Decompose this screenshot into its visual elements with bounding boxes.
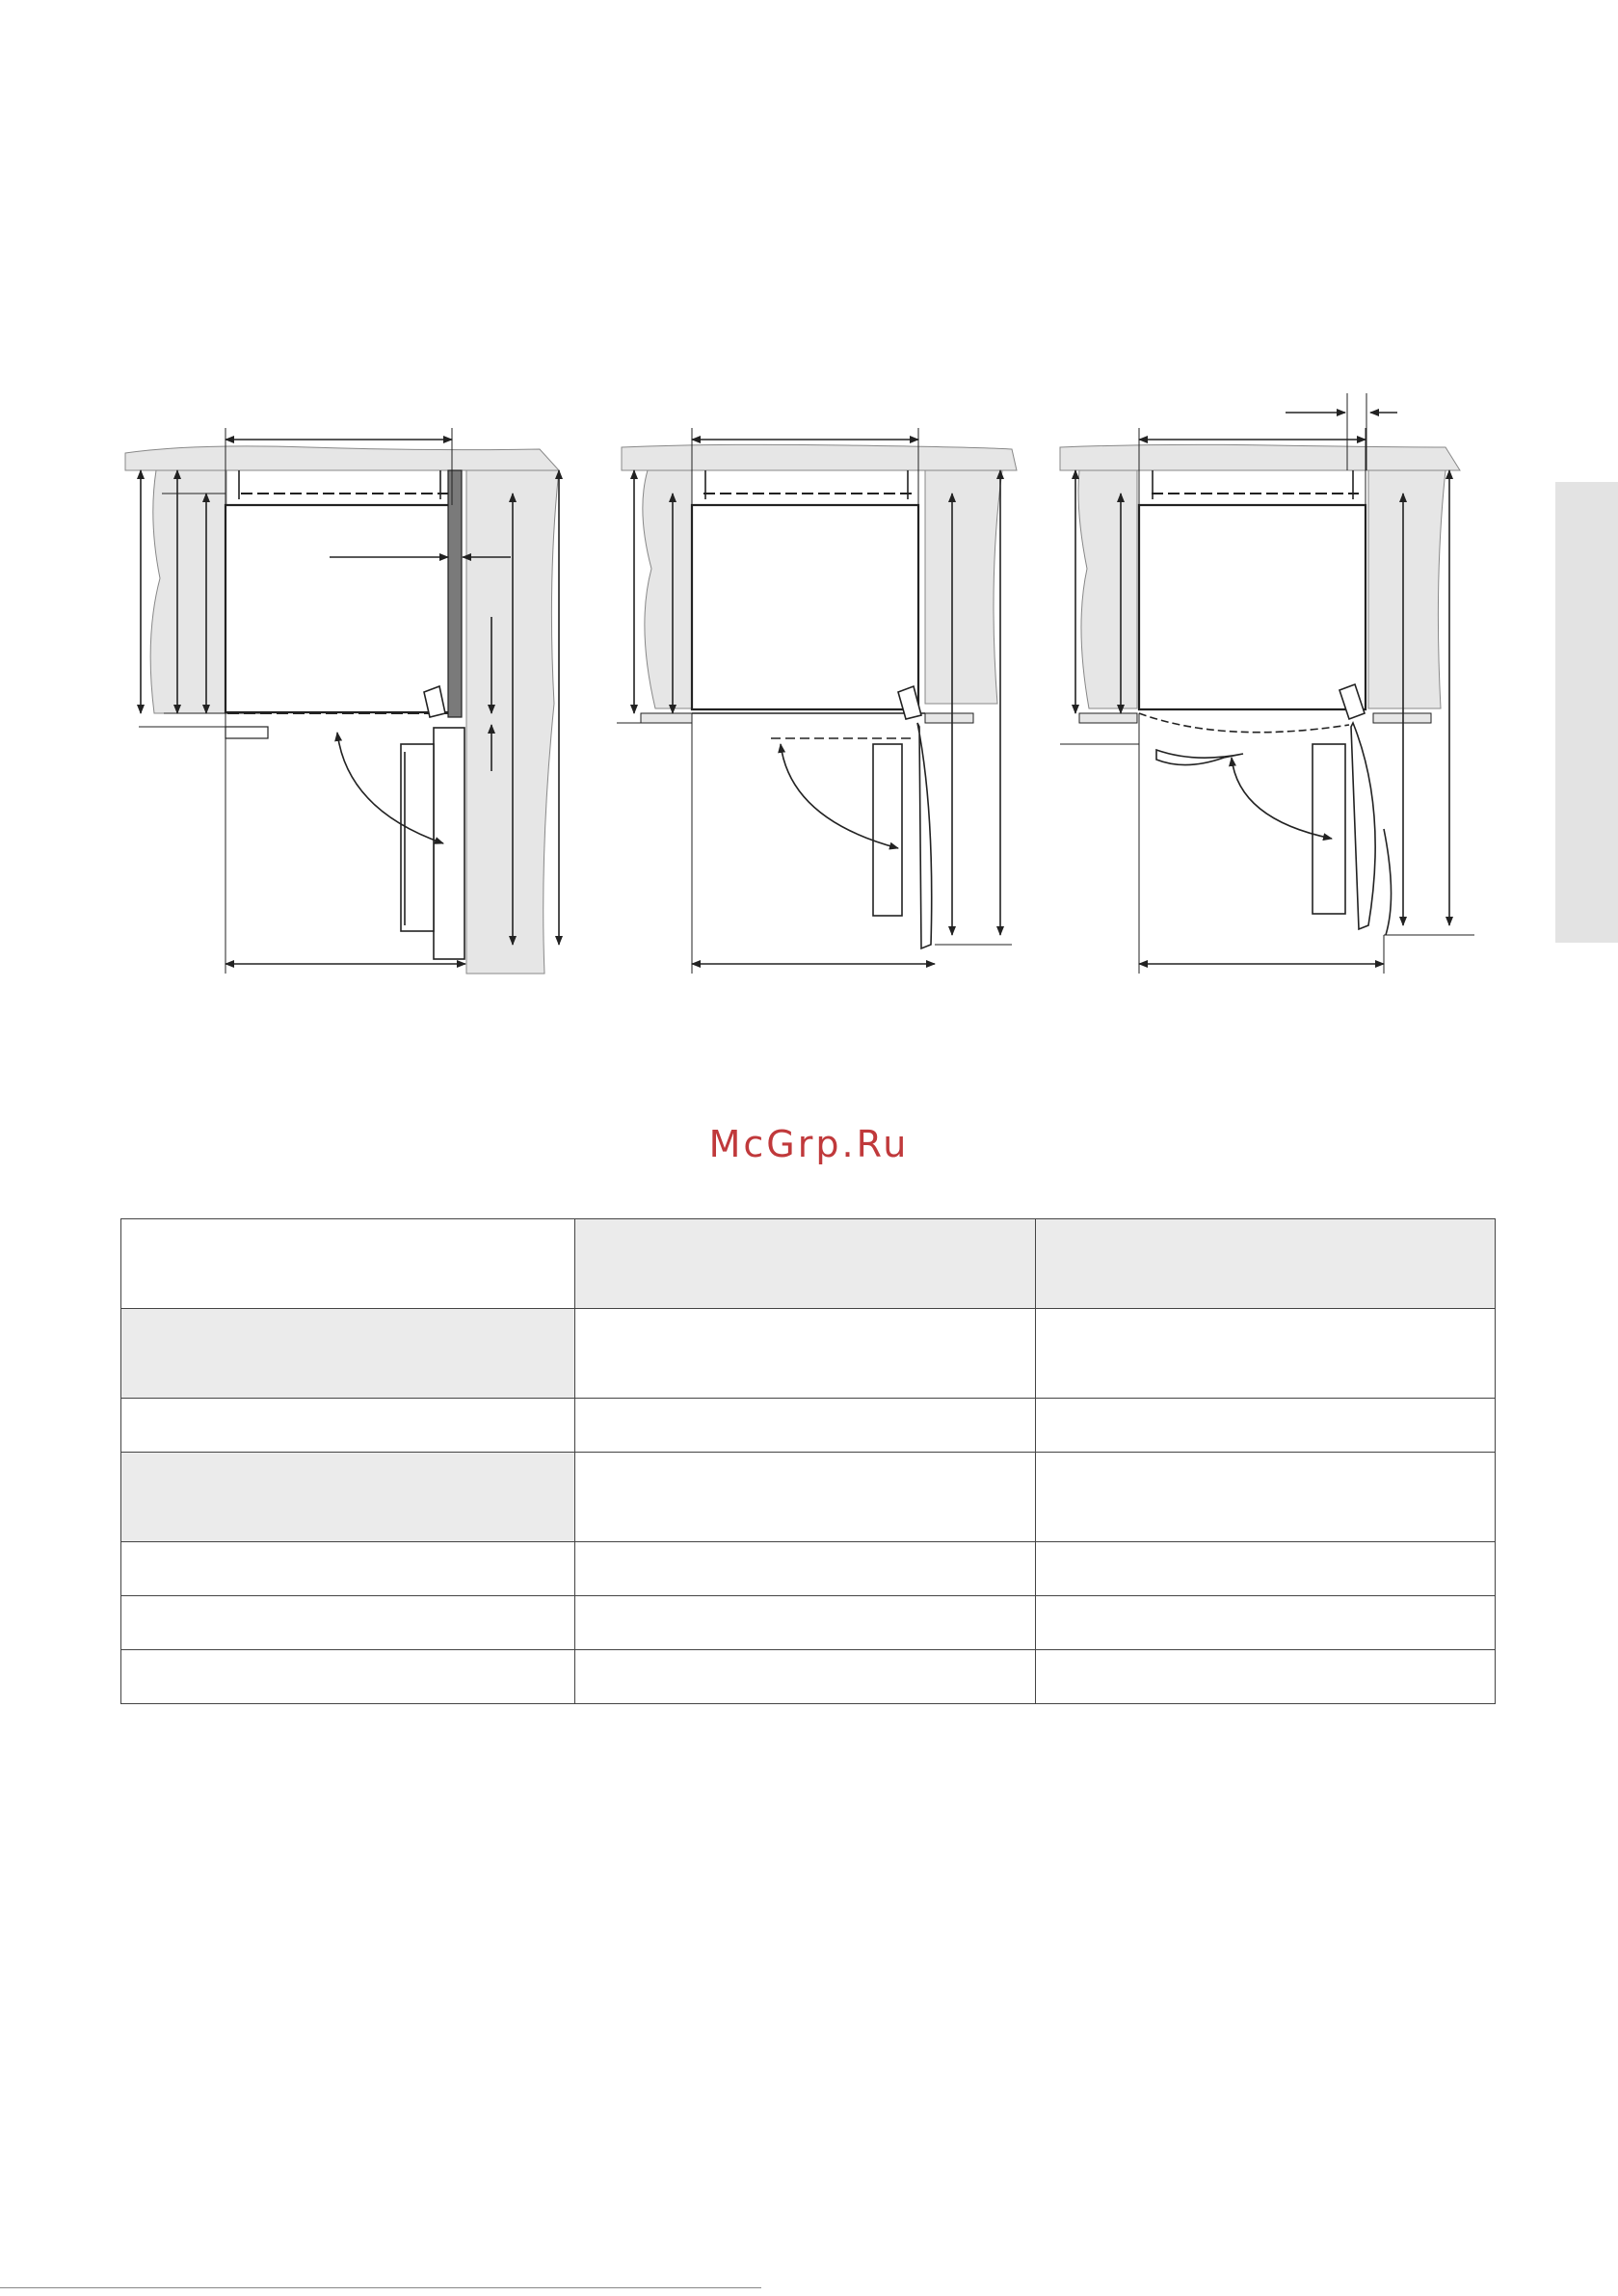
table-cell bbox=[575, 1399, 1036, 1453]
table-cell bbox=[121, 1219, 575, 1309]
table-cell bbox=[1036, 1453, 1496, 1542]
table-cell bbox=[121, 1542, 575, 1596]
spec-table bbox=[120, 1218, 1496, 1704]
table-row bbox=[121, 1309, 1496, 1399]
table-cell bbox=[575, 1453, 1036, 1542]
footer-line bbox=[0, 2287, 761, 2288]
table-cell bbox=[1036, 1542, 1496, 1596]
table-cell bbox=[1036, 1399, 1496, 1453]
diagram-sliding-door bbox=[617, 428, 1017, 974]
table-cell bbox=[1036, 1309, 1496, 1399]
table-cell bbox=[1036, 1650, 1496, 1704]
table-row bbox=[121, 1399, 1496, 1453]
table-cell bbox=[1036, 1596, 1496, 1650]
diagram-door-mounted bbox=[125, 428, 559, 974]
diagram-fixed-door bbox=[1060, 393, 1474, 974]
table-cell bbox=[121, 1309, 575, 1399]
table-cell bbox=[1036, 1219, 1496, 1309]
table-cell bbox=[575, 1309, 1036, 1399]
table-row bbox=[121, 1542, 1496, 1596]
table-row bbox=[121, 1596, 1496, 1650]
table-cell bbox=[121, 1453, 575, 1542]
table-cell bbox=[575, 1542, 1036, 1596]
watermark: McGrp.Ru bbox=[708, 1123, 910, 1165]
table-cell bbox=[575, 1596, 1036, 1650]
installation-diagrams bbox=[116, 386, 1523, 1002]
table-row bbox=[121, 1453, 1496, 1542]
table-cell bbox=[121, 1650, 575, 1704]
table-cell bbox=[121, 1596, 575, 1650]
table-cell bbox=[575, 1650, 1036, 1704]
table-row bbox=[121, 1650, 1496, 1704]
table-cell bbox=[121, 1399, 575, 1453]
table-cell bbox=[575, 1219, 1036, 1309]
table-header-row bbox=[121, 1219, 1496, 1309]
side-tab bbox=[1555, 482, 1618, 943]
